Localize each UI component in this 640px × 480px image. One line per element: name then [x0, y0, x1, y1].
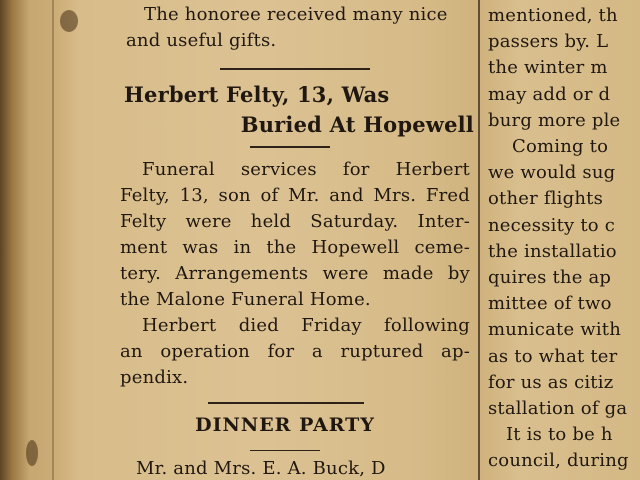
- headline-rule-bottom: [250, 146, 330, 148]
- right-line: quires the ap: [488, 267, 612, 289]
- page-gutter: [0, 0, 78, 480]
- right-line: mentioned, th: [488, 5, 618, 26]
- dinner-party-subhead: DINNER PARTY: [195, 414, 375, 436]
- right-line: municate with: [488, 319, 622, 341]
- section-rule: [208, 402, 364, 404]
- right-line: the installatio: [488, 240, 617, 262]
- right-column: [488, 3, 640, 475]
- right-line: the winter m: [488, 57, 608, 79]
- right-line: Coming to: [512, 136, 609, 158]
- headline-line: Herbert Felty, 13, Was: [124, 82, 390, 107]
- intro-line: The honoree received many nice: [144, 4, 448, 25]
- article-paragraph-2: [120, 313, 470, 391]
- right-line: passers by. L: [488, 31, 609, 53]
- article-line: Felty, 13, son of Mr. and Mrs. Fred: [120, 185, 470, 206]
- headline-rule-top: [220, 68, 370, 70]
- headline-line: Buried At Hopewell: [240, 112, 474, 137]
- article-line: ment was in the Hopewell ceme-: [120, 237, 470, 258]
- right-line: may add or d: [488, 83, 611, 105]
- article-line: an operation for a ruptured ap-: [120, 341, 470, 362]
- article-line: the Malone Funeral Home.: [120, 289, 371, 310]
- article-line: Herbert died Friday following: [142, 315, 470, 336]
- right-line: stallation of ga: [488, 398, 628, 420]
- right-line: mittee of two: [488, 293, 612, 315]
- stain-mark: [26, 440, 38, 466]
- right-line: for us as citiz: [488, 371, 614, 393]
- section-rule: [250, 450, 320, 451]
- article-line: Funeral services for Herbert: [142, 159, 470, 180]
- intro-line: and useful gifts.: [126, 30, 277, 51]
- column-rule: [478, 0, 480, 480]
- article-line: Felty were held Saturday. Inter-: [120, 211, 470, 232]
- headline: [124, 80, 474, 140]
- right-line: burg more ple: [488, 109, 621, 131]
- article-line: Mr. and Mrs. E. A. Buck, D: [136, 458, 386, 479]
- stain-mark: [60, 10, 78, 32]
- gutter-crease: [52, 0, 54, 480]
- article-line: pendix.: [120, 367, 189, 388]
- right-line: council, during: [488, 450, 629, 472]
- right-line: necessity to c: [488, 214, 616, 236]
- right-line: as to what ter: [488, 345, 618, 367]
- article-line: tery. Arrangements were made by: [120, 263, 470, 284]
- right-line: other flights: [488, 188, 604, 210]
- article-paragraph-1: [120, 157, 470, 313]
- right-line: It is to be h: [506, 424, 613, 446]
- right-line: we would sug: [488, 162, 616, 184]
